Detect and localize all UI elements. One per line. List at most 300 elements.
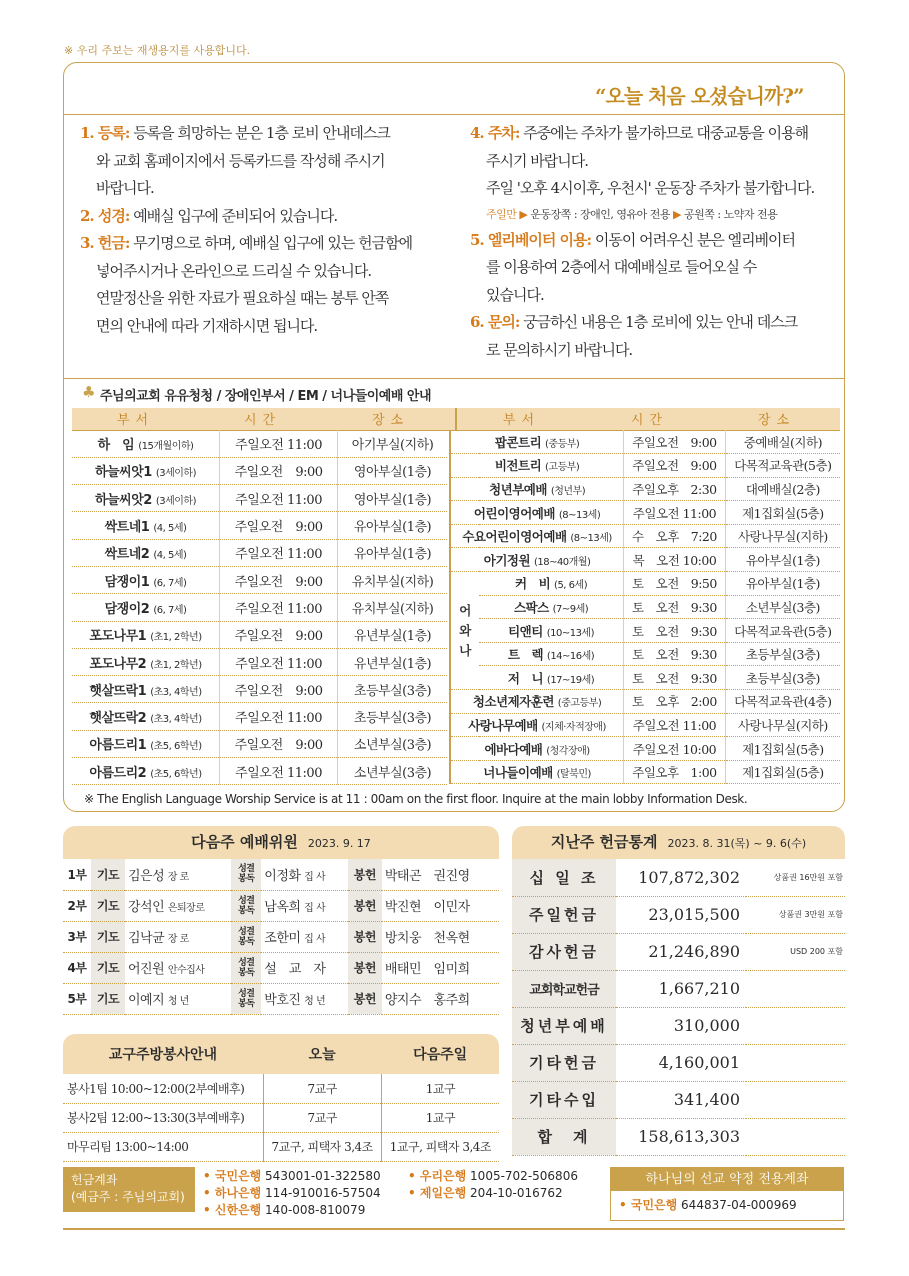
- dept-row: [450, 760, 840, 784]
- dept-name-text: 아기정원: [483, 552, 531, 568]
- bank-account: [408, 1168, 608, 1185]
- dept-name-text: 티앤티: [508, 623, 543, 639]
- dept-age: (7~9세): [552, 603, 589, 615]
- offering-note: [746, 1044, 845, 1081]
- mission-number: 644837-04-000969: [681, 1198, 797, 1212]
- worship-row: [63, 890, 499, 921]
- dept-name-text: 포도나무1: [89, 629, 147, 645]
- volunteer-team: 봉사1팀 10:00~12:00(2부예배후): [63, 1074, 263, 1103]
- offering-row: [512, 933, 845, 970]
- dept-name: [450, 690, 624, 714]
- awana-char: 나: [459, 642, 471, 658]
- guide-head: 2. 성경:: [80, 206, 130, 225]
- dept-name: [72, 676, 220, 703]
- person-role: 장 로: [167, 871, 189, 883]
- dept-time: 주일오전 11:00: [624, 501, 726, 525]
- volunteer-today: 7교구, 피택자 3,4조: [263, 1132, 381, 1161]
- account-number: 114-910016-57504: [265, 1186, 381, 1200]
- dept-age: (6, 7세): [153, 577, 187, 589]
- volunteer-card: [63, 1034, 499, 1162]
- person-name: 어진원: [128, 962, 165, 977]
- dept-row: [450, 642, 840, 666]
- offering-people: 박태곤 권진영: [382, 859, 499, 890]
- worship-table: [63, 859, 499, 1015]
- dept-age: (중등부): [545, 438, 580, 450]
- guide-head: 6. 문의:: [470, 313, 520, 331]
- dept-name: [72, 512, 220, 539]
- dept-time: 주일오전 11:00: [624, 713, 726, 737]
- dept-place: 다목적교육관(5층): [725, 454, 840, 478]
- guide-line: [80, 258, 460, 286]
- dept-name: [450, 501, 624, 525]
- dept-place: 사랑나무실(지하): [725, 524, 840, 548]
- guide-head: 4. 주차:: [470, 124, 520, 142]
- person-role: 집 사: [304, 934, 326, 945]
- offering-note: [746, 1118, 845, 1155]
- awana-char: 와: [459, 622, 471, 638]
- volunteer-header: 교구주방봉사안내: [63, 1034, 263, 1074]
- dept-name-text: 싹트네1: [104, 520, 150, 536]
- volunteer-table: [63, 1034, 499, 1162]
- dept-place: 초등부실(3층): [725, 666, 840, 690]
- person-name: 조한미: [264, 931, 301, 946]
- person-role: 은퇴장로: [167, 903, 205, 914]
- dept-name-text: 트 렉: [507, 647, 544, 663]
- guide-item: [470, 120, 840, 203]
- volunteer-row: [63, 1074, 499, 1103]
- dept-place: 영아부실(1층): [338, 457, 447, 484]
- dept-row: [72, 730, 447, 757]
- dept-place: 제1집회실(5층): [725, 501, 840, 525]
- dept-row: [72, 512, 447, 539]
- guide-head: 3. 헌금:: [80, 234, 130, 252]
- bank-account: [203, 1168, 408, 1185]
- dept-age: (10~13세): [546, 627, 594, 639]
- dept-place: 초등부실(3층): [725, 642, 840, 666]
- dept-row: [450, 666, 840, 690]
- dept-time: 주일오전 11:00: [220, 430, 338, 457]
- dept-age: (3세이하): [155, 495, 196, 507]
- dept-age: (3세이하): [155, 468, 196, 480]
- dept-time: 주일오전 9:00: [220, 566, 338, 593]
- english-note: ※ The English Language Worship Service is at 11 : 00am on the first floor. Inquire at the main lobby Information Desk.: [84, 792, 748, 806]
- service-no: 2부: [63, 890, 91, 921]
- offering-card: [512, 826, 845, 1156]
- dept-row: [72, 594, 447, 621]
- dept-title: 주님의교회 유유청청 / 장애인부서 / EM / 너나들이예배 안내: [100, 389, 432, 404]
- person-name: 남옥희: [264, 900, 301, 915]
- dept-row: [72, 566, 447, 593]
- dept-name: [450, 454, 624, 478]
- volunteer-today: 7교구: [263, 1103, 381, 1132]
- dept-age: (초3, 4학년): [150, 714, 202, 726]
- dept-name-text: 저 니: [507, 670, 544, 686]
- role-reading: 성결 봉독: [231, 952, 261, 983]
- offering-note: [746, 1081, 845, 1118]
- dept-place: 사랑나무실(지하): [725, 713, 840, 737]
- dept-time: 주일오전 9:00: [220, 676, 338, 703]
- parking-b: 공원쪽 : 노약자 전용: [684, 207, 778, 221]
- guide-text: 예배실 입구에 준비되어 있습니다.: [133, 206, 338, 225]
- offering-type: 교회학교헌금: [512, 970, 616, 1007]
- person-role: 청 년: [304, 996, 326, 1007]
- arrow-icon: ▶: [516, 207, 531, 221]
- role-reading: 성결 봉독: [231, 921, 261, 952]
- dept-place: 다목적교육관(4층): [725, 690, 840, 714]
- dept-time: 주일오전 9:00: [624, 430, 726, 454]
- offering-title: 지난주 헌금통계: [550, 833, 658, 851]
- dept-row: [450, 430, 840, 454]
- volunteer-today: 7교구: [263, 1074, 381, 1103]
- dept-time: 수 오후 7:20: [624, 524, 726, 548]
- dept-name: [479, 666, 624, 690]
- pray-person: [125, 983, 231, 1014]
- dept-header: 부서: [72, 408, 199, 430]
- guide-text: 를 이용하여 2층에서 대예배실로 들어오실 수: [486, 258, 757, 276]
- dept-time: 주일오전 9:00: [220, 512, 338, 539]
- dept-row: [72, 539, 447, 566]
- dept-place: 유아부실(1층): [338, 512, 447, 539]
- reading-person: [261, 952, 348, 983]
- dept-place: 다목적교육관(5층): [725, 619, 840, 643]
- guide-line: [80, 285, 460, 313]
- dept-name-text: 싹트네2: [104, 547, 150, 563]
- volunteer-next: 1교구: [381, 1103, 499, 1132]
- parking-note: [470, 203, 840, 227]
- role-offering: 봉헌: [348, 921, 382, 952]
- role-pray: 기도: [91, 952, 125, 983]
- dept-name: [450, 524, 624, 548]
- guide-item: [470, 309, 840, 364]
- dept-age: (청각장애): [546, 745, 590, 757]
- guide-line: [470, 337, 840, 365]
- dept-time: 주일오전 11:00: [220, 485, 338, 512]
- mission-title: 하나님의 선교 약정 전용계좌: [611, 1168, 843, 1191]
- offering-row: [512, 859, 845, 896]
- worship-date: 2023. 9. 17: [307, 837, 371, 850]
- dept-name: [72, 457, 220, 484]
- service-no: 1부: [63, 859, 91, 890]
- dept-name-text: 하늘씨앗2: [95, 492, 152, 508]
- offering-row: [512, 1044, 845, 1081]
- dept-row: [72, 648, 447, 675]
- dept-name: [72, 703, 220, 730]
- reading-person: [261, 859, 348, 890]
- dept-header: 장소: [326, 408, 456, 430]
- dept-name-text: 햇살뜨락2: [89, 711, 147, 727]
- role-pray: 기도: [91, 921, 125, 952]
- dept-time: 주일오전 9:00: [220, 621, 338, 648]
- offering-row: [512, 1007, 845, 1044]
- dept-name: [72, 758, 220, 785]
- role-offering: 봉헌: [348, 952, 382, 983]
- guide-text: 연말정산을 위한 자료가 필요하실 때는 봉투 안쪽: [96, 289, 389, 307]
- dept-name-text: 어린이영어예배: [473, 505, 555, 521]
- offering-type: 십 일 조: [512, 859, 616, 896]
- dept-place: 유년부실(1층): [338, 621, 447, 648]
- account-number: 140-008-810079: [265, 1203, 366, 1217]
- dept-row: [72, 621, 447, 648]
- offering-amount: 1,667,210: [616, 970, 746, 1007]
- dept-place: 유치부실(지하): [338, 566, 447, 593]
- dept-row: [450, 713, 840, 737]
- account-holder: (예금주 : 주님의교회): [71, 1190, 185, 1204]
- guide-line: [470, 227, 840, 255]
- guide-line: [80, 313, 460, 341]
- guide-head: 5. 엘리베이터 이용:: [470, 230, 592, 249]
- guide-item: [470, 227, 840, 310]
- worship-row: [63, 921, 499, 952]
- dept-left: [72, 430, 447, 785]
- bank-account: [203, 1202, 408, 1219]
- dept-name-text: 너나들이예배: [483, 765, 553, 781]
- worship-row: [63, 859, 499, 890]
- dept-age: (17~19세): [546, 674, 595, 686]
- role-offering: 봉헌: [348, 890, 382, 921]
- service-no: 3부: [63, 921, 91, 952]
- offering-period: 2023. 8. 31(목) ~ 9. 6(수): [667, 837, 807, 850]
- dept-row: [450, 619, 840, 643]
- person-role: 청 년: [167, 996, 189, 1007]
- dept-name: [450, 713, 624, 737]
- person-name: 김낙균: [128, 931, 165, 946]
- offering-type: 주일헌금: [512, 896, 616, 933]
- offering-amount: 158,613,303: [616, 1118, 746, 1155]
- dept-name-text: 수요어린이영어예배: [462, 529, 567, 545]
- offering-row: [512, 896, 845, 933]
- reading-person: [261, 890, 348, 921]
- guide-line: [470, 120, 840, 148]
- dept-time: 주일오전 9:00: [624, 454, 726, 478]
- dept-age: (8~13세): [570, 533, 612, 545]
- dept-place: 대예배실(2층): [725, 477, 840, 501]
- guide-right: [470, 120, 840, 364]
- dept-header: 시간: [586, 408, 713, 430]
- role-pray: 기도: [91, 983, 125, 1014]
- guide-line: [470, 254, 840, 282]
- divider: [63, 1228, 845, 1230]
- dept-time: 토 오전 9:30: [624, 666, 726, 690]
- account-label-title: 헌금계좌: [71, 1173, 118, 1187]
- dept-time: 주일오전 9:00: [220, 457, 338, 484]
- offering-note: [746, 970, 845, 1007]
- offering-header: [512, 826, 845, 859]
- dept-right: [449, 430, 840, 784]
- dept-age: (4, 5세): [153, 550, 187, 562]
- guide-line: [80, 175, 460, 203]
- dept-row: [72, 703, 447, 730]
- offering-type: 감사헌금: [512, 933, 616, 970]
- offering-table: [512, 859, 845, 1156]
- account-list: [203, 1168, 608, 1219]
- bank-account: [408, 1185, 608, 1202]
- dept-row: [72, 758, 447, 785]
- person-name: 김은성: [128, 868, 165, 884]
- dept-row: [72, 485, 447, 512]
- dept-age: (초1, 2학년): [150, 632, 202, 644]
- role-pray: 기도: [91, 890, 125, 921]
- dept-place: 중예배실(지하): [725, 430, 840, 454]
- guide-item: [80, 120, 460, 203]
- dept-header: 시간: [199, 408, 326, 430]
- dept-place: 소년부실(3층): [725, 595, 840, 619]
- dept-place: 초등부실(3층): [338, 676, 447, 703]
- guide-text: 주중에는 주차가 불가하므로 대중교통을 이용해: [523, 124, 809, 142]
- offering-amount: 310,000: [616, 1007, 746, 1044]
- reading-person: [261, 921, 348, 952]
- person-role: 집 사: [304, 903, 326, 914]
- dept-name-text: 아름드리1: [89, 738, 147, 754]
- dept-name: [450, 737, 624, 761]
- dept-name-text: 스팍스: [513, 599, 549, 615]
- club-icon: ♣: [82, 383, 96, 401]
- guide-text: 주시기 바랍니다.: [486, 151, 588, 170]
- dept-age: (중고등부): [557, 698, 602, 710]
- offering-amount: 341,400: [616, 1081, 746, 1118]
- dept-age: (14~16세): [546, 651, 595, 663]
- role-reading: 성결 봉독: [231, 890, 261, 921]
- volunteer-next: 1교구, 피택자 3,4조: [381, 1132, 499, 1161]
- dept-age: (초5, 6학년): [150, 768, 202, 780]
- volunteer-row: [63, 1103, 499, 1132]
- guide-left: [80, 120, 460, 340]
- dept-name-text: 아름드리2: [89, 765, 147, 781]
- guide-text: 이동이 어려우신 분은 엘리베이터: [594, 230, 796, 249]
- offering-amount: 21,246,890: [616, 933, 746, 970]
- arrow-icon: ▶: [670, 207, 684, 221]
- dept-time: 주일오전 11:00: [220, 648, 338, 675]
- guide-text: 로 문의하시기 바랍니다.: [486, 340, 633, 359]
- volunteer-header: 오늘: [263, 1034, 381, 1074]
- volunteer-row: [63, 1132, 499, 1161]
- offering-row: [512, 1081, 845, 1118]
- role-offering: 봉헌: [348, 983, 382, 1014]
- first-visit-title: “오늘 처음 오셨습니까?”: [595, 84, 804, 108]
- dept-name: [479, 619, 624, 643]
- person-name: 강석인: [128, 900, 165, 915]
- worship-card: [63, 826, 499, 1015]
- guide-text: 주일 '오후 4시이후, 우천시' 운동장 주차가 불가합니다.: [486, 179, 815, 197]
- dept-time: 목 오전 10:00: [624, 548, 726, 572]
- worship-row: [63, 952, 499, 983]
- guide-line: [80, 120, 460, 148]
- dept-name: [450, 430, 624, 454]
- service-no: 4부: [63, 952, 91, 983]
- dept-row: [450, 595, 840, 619]
- guide-item: [80, 230, 460, 340]
- dept-name-text: 커 비: [515, 576, 551, 592]
- guide-line: [80, 230, 460, 258]
- bank-name: • 제일은행: [408, 1186, 467, 1200]
- dept-name: [72, 730, 220, 757]
- dept-name: [72, 648, 220, 675]
- dept-body: [72, 430, 840, 785]
- pray-person: [125, 859, 231, 890]
- account-label: [63, 1167, 195, 1212]
- dept-time: 토 오전 9:50: [624, 572, 726, 596]
- dept-age: (8~13세): [558, 509, 601, 521]
- offering-people: 배태민 임미희: [382, 952, 499, 983]
- dept-name: [72, 621, 220, 648]
- pray-person: [125, 890, 231, 921]
- dept-name: [479, 595, 624, 619]
- dept-row: [450, 454, 840, 478]
- dept-row: [450, 572, 840, 596]
- dept-time: 토 오전 9:30: [624, 619, 726, 643]
- offering-people: 방치웅 천옥현: [382, 921, 499, 952]
- guide-line: [470, 148, 840, 176]
- awana-char: 어: [459, 602, 471, 618]
- dept-header: 장소: [713, 408, 840, 430]
- person-name: 이예지: [128, 993, 165, 1008]
- dept-time: 주일오전 11:00: [220, 594, 338, 621]
- dept-row: [72, 676, 447, 703]
- parking-tag: 주일만: [486, 207, 517, 221]
- dept-time: 주일오전 11:00: [220, 703, 338, 730]
- dept-name-text: 하늘씨앗1: [95, 465, 152, 481]
- dept-place: 유아부실(1층): [725, 572, 840, 596]
- dept-place: 유치부실(지하): [338, 594, 447, 621]
- dept-age: (5, 6세): [554, 580, 588, 592]
- dept-name-text: 담쟁이1: [104, 574, 150, 590]
- dept-place: 초등부실(3층): [338, 703, 447, 730]
- dept-age: (청년부): [550, 485, 586, 497]
- dept-age: (초1, 2학년): [150, 659, 202, 671]
- worship-row: [63, 983, 499, 1014]
- mission-bank: • 국민은행: [619, 1198, 678, 1212]
- guide-line: [470, 282, 840, 310]
- dept-time: 주일오전 11:00: [220, 539, 338, 566]
- dept-age: (15개월이하): [138, 440, 194, 452]
- guide-text: 있습니다.: [486, 285, 544, 304]
- guide-text: 무기명으로 하며, 예배실 입구에 있는 헌금함에: [133, 234, 413, 252]
- dept-place: 유년부실(1층): [338, 648, 447, 675]
- dept-place: 유아부실(1층): [338, 539, 447, 566]
- dept-name-text: 비전트리: [494, 458, 542, 474]
- dept-row: [450, 690, 840, 714]
- dept-name: [72, 485, 220, 512]
- dept-place: 유아부실(1층): [725, 548, 840, 572]
- offering-type: 기타헌금: [512, 1044, 616, 1081]
- role-pray: 기도: [91, 859, 125, 890]
- dept-name-text: 청년부예배: [489, 481, 547, 497]
- dept-name-text: 하 임: [97, 437, 135, 453]
- worship-title: 다음주 예배위원: [191, 833, 298, 851]
- dept-age: (고등부): [545, 462, 580, 474]
- offering-note: USD 200 포함: [746, 933, 845, 970]
- divider: [64, 114, 844, 115]
- parking-a: 운동장쪽 : 장애인, 영유아 전용: [530, 207, 671, 221]
- dept-row: [450, 548, 840, 572]
- dept-name: [450, 548, 624, 572]
- volunteer-header: 다음주일: [381, 1034, 499, 1074]
- guide-item: [80, 203, 460, 231]
- offering-people: 박진현 이민자: [382, 890, 499, 921]
- dept-place: 소년부실(3층): [338, 730, 447, 757]
- dept-age: (초5, 6학년): [150, 741, 202, 753]
- divider: [64, 378, 844, 379]
- dept-row: [450, 737, 840, 761]
- account-number: 1005-702-506806: [470, 1169, 578, 1183]
- guide-text: 면의 안내에 따라 기재하시면 됩니다.: [96, 316, 318, 335]
- guide-line: [80, 148, 460, 176]
- dept-time: 토 오전 9:30: [624, 595, 726, 619]
- role-reading: 성결 봉독: [231, 983, 261, 1014]
- dept-name-text: 햇살뜨락1: [89, 683, 147, 699]
- offering-type: 청년부예배: [512, 1007, 616, 1044]
- guide-head: 1. 등록:: [80, 124, 130, 142]
- dept-name: [72, 566, 220, 593]
